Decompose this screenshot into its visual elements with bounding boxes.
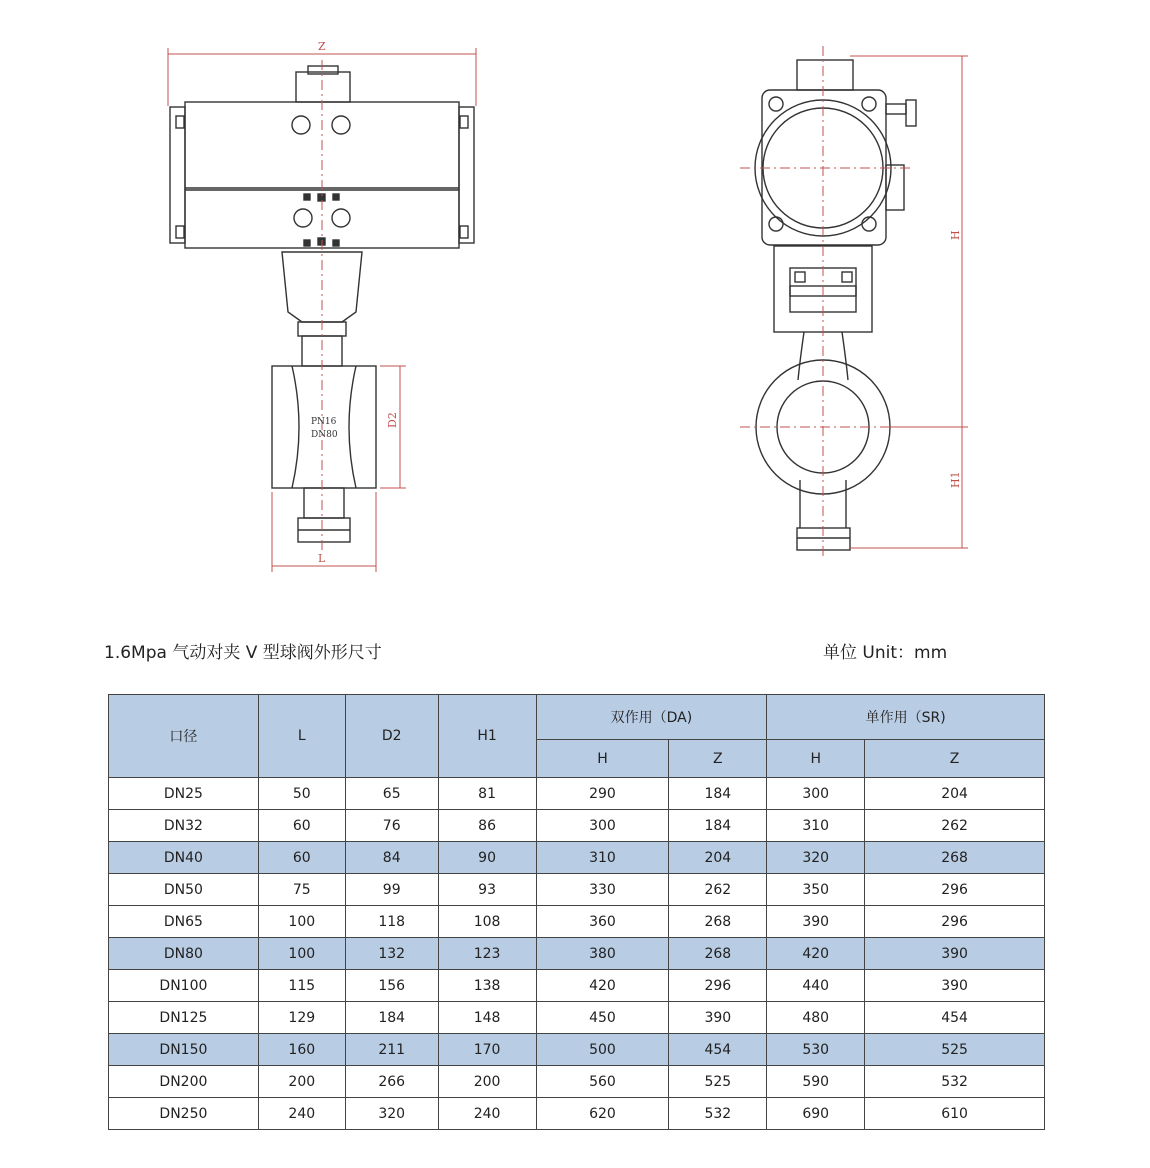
table-row xyxy=(109,970,1045,1002)
table-row xyxy=(109,778,1045,810)
body-text-pn: PN16 xyxy=(311,417,337,427)
table-cell: 132 xyxy=(345,938,438,970)
table-cell: 60 xyxy=(258,842,345,874)
table-cell: 115 xyxy=(258,970,345,1002)
table-cell: 129 xyxy=(258,1002,345,1034)
table-cell: DN100 xyxy=(109,970,259,1002)
table-cell: 320 xyxy=(767,842,865,874)
dim-h-label: H xyxy=(949,230,962,240)
side-view xyxy=(755,60,916,550)
table-cell: 296 xyxy=(865,906,1045,938)
table-cell: 290 xyxy=(536,778,669,810)
table-cell: 610 xyxy=(865,1098,1045,1130)
table-cell: 118 xyxy=(345,906,438,938)
table-cell: 100 xyxy=(258,906,345,938)
table-cell: DN40 xyxy=(109,842,259,874)
table-cell: 81 xyxy=(438,778,536,810)
table-cell: 86 xyxy=(438,810,536,842)
table-cell: 296 xyxy=(865,874,1045,906)
table-cell: 204 xyxy=(865,778,1045,810)
table-cell: DN32 xyxy=(109,810,259,842)
table-row xyxy=(109,810,1045,842)
table-cell: 300 xyxy=(767,778,865,810)
header-sr-z: Z xyxy=(865,740,1045,778)
table-cell: 390 xyxy=(865,970,1045,1002)
table-cell: 65 xyxy=(345,778,438,810)
table-cell: 620 xyxy=(536,1098,669,1130)
table-cell: 390 xyxy=(865,938,1045,970)
table-cell: 532 xyxy=(865,1066,1045,1098)
table-cell: 268 xyxy=(669,938,767,970)
table-cell: 108 xyxy=(438,906,536,938)
table-cell: 184 xyxy=(669,810,767,842)
table-cell: 148 xyxy=(438,1002,536,1034)
table-cell: 50 xyxy=(258,778,345,810)
table-cell: 100 xyxy=(258,938,345,970)
table-cell: 240 xyxy=(438,1098,536,1130)
table-cell: 350 xyxy=(767,874,865,906)
table-cell: 156 xyxy=(345,970,438,1002)
table-cell: 525 xyxy=(865,1034,1045,1066)
table-cell: 380 xyxy=(536,938,669,970)
table-row xyxy=(109,874,1045,906)
dim-d2-label: D2 xyxy=(386,412,399,428)
header-caliber: 口径 xyxy=(109,695,259,778)
table-cell: DN150 xyxy=(109,1034,259,1066)
table-cell: 170 xyxy=(438,1034,536,1066)
table-cell: DN125 xyxy=(109,1002,259,1034)
table-cell: 268 xyxy=(669,906,767,938)
table-cell: DN25 xyxy=(109,778,259,810)
table-cell: 450 xyxy=(536,1002,669,1034)
table-cell: 138 xyxy=(438,970,536,1002)
table-cell: 204 xyxy=(669,842,767,874)
table-cell: 500 xyxy=(536,1034,669,1066)
table-cell: 530 xyxy=(767,1034,865,1066)
table-row xyxy=(109,938,1045,970)
table-cell: 160 xyxy=(258,1034,345,1066)
dim-z-label: Z xyxy=(318,40,326,53)
table-cell: 266 xyxy=(345,1066,438,1098)
table-cell: 454 xyxy=(865,1002,1045,1034)
dim-l-label: L xyxy=(318,552,326,565)
unit-label: 单位 Unit：mm xyxy=(823,643,948,663)
table-row xyxy=(109,1034,1045,1066)
table-cell: 690 xyxy=(767,1098,865,1130)
table-cell: 76 xyxy=(345,810,438,842)
table-cell: 93 xyxy=(438,874,536,906)
header-da-z: Z xyxy=(669,740,767,778)
table-cell: 262 xyxy=(669,874,767,906)
table-cell: 211 xyxy=(345,1034,438,1066)
table-cell: 320 xyxy=(345,1098,438,1130)
table-cell: 590 xyxy=(767,1066,865,1098)
table-cell: 480 xyxy=(767,1002,865,1034)
table-cell: 420 xyxy=(536,970,669,1002)
table-cell: 84 xyxy=(345,842,438,874)
table-row xyxy=(109,1098,1045,1130)
table-row xyxy=(109,842,1045,874)
table-cell: 310 xyxy=(536,842,669,874)
table-cell: DN200 xyxy=(109,1066,259,1098)
table-cell: 560 xyxy=(536,1066,669,1098)
table-cell: 532 xyxy=(669,1098,767,1130)
table-cell: 330 xyxy=(536,874,669,906)
body-text-dn: DN80 xyxy=(311,430,338,440)
table-cell: 240 xyxy=(258,1098,345,1130)
table-cell: 268 xyxy=(865,842,1045,874)
table-cell: 296 xyxy=(669,970,767,1002)
table-cell: 440 xyxy=(767,970,865,1002)
table-cell: 300 xyxy=(536,810,669,842)
table-cell: 123 xyxy=(438,938,536,970)
table-cell: 200 xyxy=(258,1066,345,1098)
table-cell: 262 xyxy=(865,810,1045,842)
header-l: L xyxy=(258,695,345,778)
table-row xyxy=(109,1066,1045,1098)
table-cell: DN65 xyxy=(109,906,259,938)
table-cell: 184 xyxy=(669,778,767,810)
dimension-table xyxy=(108,694,1045,1130)
table-body xyxy=(109,778,1045,1130)
table-cell: 390 xyxy=(669,1002,767,1034)
table-cell: 99 xyxy=(345,874,438,906)
table-cell: 360 xyxy=(536,906,669,938)
header-da-h: H xyxy=(536,740,669,778)
table-cell: DN250 xyxy=(109,1098,259,1130)
table-cell: 60 xyxy=(258,810,345,842)
header-sr-h: H xyxy=(767,740,865,778)
table-row xyxy=(109,1002,1045,1034)
dim-h1-label: H1 xyxy=(949,471,962,488)
table-cell: 390 xyxy=(767,906,865,938)
table-cell: 454 xyxy=(669,1034,767,1066)
table-title: 1.6Mpa 气动对夹 V 型球阀外形尺寸 xyxy=(104,643,382,663)
table-cell: 525 xyxy=(669,1066,767,1098)
table-cell: DN50 xyxy=(109,874,259,906)
header-group-da: 双作用（DA) xyxy=(536,695,767,740)
header-group-sr: 单作用（SR) xyxy=(767,695,1045,740)
table-cell: 200 xyxy=(438,1066,536,1098)
table-cell: 310 xyxy=(767,810,865,842)
table-cell: 90 xyxy=(438,842,536,874)
table-cell: 420 xyxy=(767,938,865,970)
table-cell: 184 xyxy=(345,1002,438,1034)
header-d2: D2 xyxy=(345,695,438,778)
table-row xyxy=(109,906,1045,938)
table-cell: 75 xyxy=(258,874,345,906)
header-h1: H1 xyxy=(438,695,536,778)
table-cell: DN80 xyxy=(109,938,259,970)
